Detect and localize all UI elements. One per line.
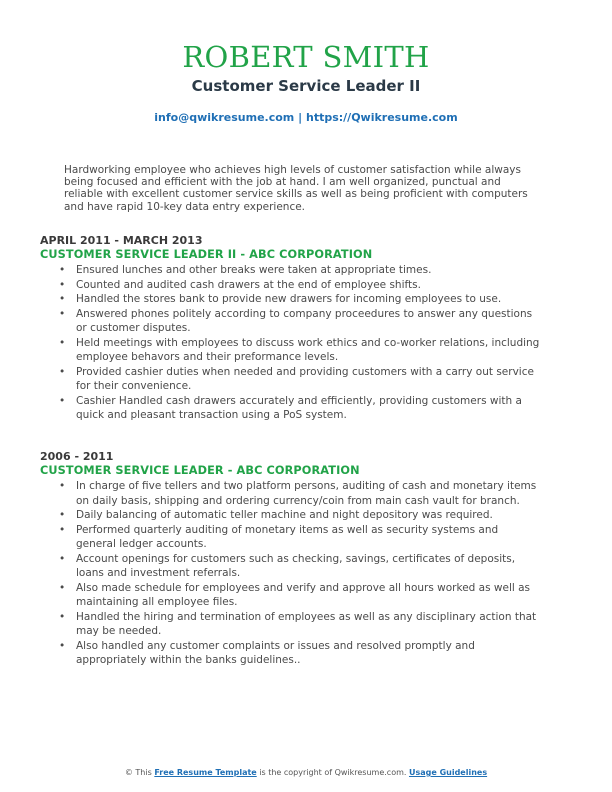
website-link[interactable]: https://Qwikresume.com	[305, 111, 458, 124]
email-link[interactable]: info@qwikresume.com	[154, 111, 295, 124]
list-item: • Held meetings with employees to discuss work ethics and co-worker relations, including employee behavors and their preformance levels.	[76, 336, 540, 365]
list-item: • Account openings for customers such as checking, savings, certificates of deposits, loans and investment referrals.	[76, 552, 540, 581]
contact-line	[0, 111, 612, 125]
contact-separator: |	[298, 111, 303, 124]
list-item: • In charge of five tellers and two platform persons, auditing of cash and monetary items on daily basis, shipping and ordering currency/coin from main cash vault for branch.	[76, 479, 540, 508]
candidate-name: ROBERT SMITH	[182, 40, 430, 74]
experience-entry-1	[40, 234, 540, 423]
summary-paragraph: Hardworking employee who achieves high levels of customer satisfaction while always being focused and efficient with the job at hand. I am well organized, punctual and reliable with excellent customer service skills as well as being proficient with computers and have rapid 10-key data entry experience.	[64, 164, 528, 213]
job-bullets	[40, 263, 540, 423]
list-item: • Handled the hiring and termination of employees as well as any disciplinary action that may be needed.	[76, 610, 540, 639]
job-bullets	[40, 479, 540, 668]
footer-copyright	[0, 768, 612, 778]
list-item: • Performed quarterly auditing of monetary items as well as security systems and general ledger accounts.	[76, 523, 540, 552]
list-item: • Counted and audited cash drawers at the end of employee shifts.	[76, 278, 540, 293]
free-resume-template-link[interactable]: Free Resume Template	[154, 768, 257, 777]
list-item: • Answered phones politely according to company proceedures to answer any questions or customer disputes.	[76, 307, 540, 336]
list-item: • Daily balancing of automatic teller machine and night depository was required.	[76, 508, 540, 523]
list-item: • Cashier Handled cash drawers accurately and efficiently, providing customers with a quick and pleasant transaction using a PoS system.	[76, 394, 540, 423]
list-item: • Also handled any customer complaints or issues and resolved promptly and appropriately within the banks guidelines..	[76, 639, 540, 668]
job-role: CUSTOMER SERVICE LEADER II - ABC CORPORATION	[40, 248, 373, 261]
list-item: • Provided cashier duties when needed and providing customers with a carry out service for their convenience.	[76, 365, 540, 394]
list-item: • Also made schedule for employees and verify and approve all hours worked as well as maintaining all employee files.	[76, 581, 540, 610]
job-dates: APRIL 2011 - MARCH 2013	[40, 234, 203, 247]
list-item: • Ensured lunches and other breaks were taken at appropriate times.	[76, 263, 540, 278]
footer-prefix: © This	[124, 768, 152, 777]
job-role: CUSTOMER SERVICE LEADER - ABC CORPORATION	[40, 464, 360, 477]
job-dates: 2006 - 2011	[40, 450, 114, 463]
job-title: Customer Service Leader II	[191, 77, 421, 95]
footer-middle: is the copyright of Qwikresume.com.	[259, 768, 407, 777]
usage-guidelines-link[interactable]: Usage Guidelines	[408, 768, 488, 777]
list-item: • Handled the stores bank to provide new drawers for incoming employees to use.	[76, 292, 540, 307]
experience-entry-2	[40, 450, 540, 668]
